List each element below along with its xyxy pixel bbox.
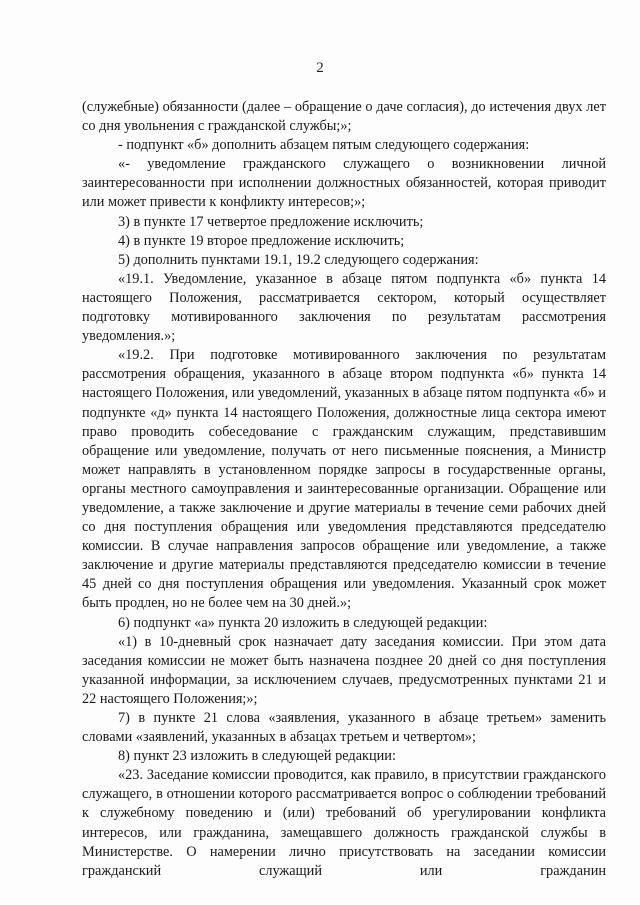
paragraph-10: «1) в 10-дневный срок назначает дату заседания комиссии. При этом дата заседания комиссии не может быть назначена позднее 20 дней со дня поступления указанной информации, за исключением случаев, предусмотренных пунктами 21 и 22 настоящего Положения;»; [82, 633, 606, 707]
paragraph-11: 7) в пункте 21 слова «заявления, указанного в абзаце третьем» заменить словами «заявлений, указанных в абзацах третьем и четвертом»; [82, 710, 606, 746]
paragraph-12: 8) пункт 23 изложить в следующей редакции: [118, 748, 396, 765]
page-number: 2 [316, 60, 324, 76]
paragraph-6: 5) дополнить пунктами 19.1, 19.2 следующего содержания: [118, 251, 479, 268]
document-body [82, 98, 606, 881]
paragraph-4: 3) в пункте 17 четвертое предложение исключить; [118, 213, 424, 230]
paragraph-8: «19.2. При подготовке мотивированного заключения по результатам рассмотрения обращения, указанного в абзаце втором подпункта «б» пункта 14 настоящего Положения, или уведомлений, указанных в абзаце пятом подпункта «б» и подпункте «д» пункта 14 настоящего Положения, должностные лица сектора имеют право проводить собеседование с гражданским служащим, представившим обращение или уведомление, получать от него письменные пояснения, а Министр может направлять в установленном порядке запросы в государственные органы, органы местного самоуправления и заинтересованные организации. Обращение или уведомление, а также заключение и другие материалы в течение семи рабочих дней со дня поступления обращения или уведомления представляются председателю комиссии. В случае направления запросов обращение или уведомление, а также заключение и другие материалы представляются председателю комиссии в течение 45 дней со дня поступления обращения или уведомления. Указанный срок может быть продлен, но не более чем на 30 дней.»; [82, 347, 606, 612]
paragraph-3: «- уведомление гражданского служащего о возникновении личной заинтересованности при исполнении должностных обязанностей, которая приводит или может привести к конфликту интересов;»; [82, 156, 606, 211]
paragraph-9: 6) подпункт «а» пункта 20 изложить в следующей редакции: [118, 614, 488, 631]
paragraph-2: - подпункт «б» дополнить абзацем пятым следующего содержания: [118, 137, 530, 154]
paragraph-13: «23. Заседание комиссии проводится, как правило, в присутствии гражданского служащего, в отношении которого рассматривается вопрос о соблюдении требований к служебному поведению и (или) требований об урегулировании конфликта интересов, или гражданина, замещавшего должность гражданской службы в Министерстве. О намерении лично присутствовать на заседании комиссии гражданский служащий или гражданин [82, 767, 606, 879]
paragraph-1: (служебные) обязанности (далее – обращение о даче согласия), до истечения двух лет со дня увольнения с гражданской службы;»; [82, 99, 606, 135]
paragraph-7: «19.1. Уведомление, указанное в абзаце пятом подпункта «б» пункта 14 настоящего Положения, рассматривается сектором, который осуществляет подготовку мотивированного заключения по результатам рассмотрения уведомления.»; [82, 270, 606, 345]
paragraph-5: 4) в пункте 19 второе предложение исключить; [118, 232, 405, 249]
